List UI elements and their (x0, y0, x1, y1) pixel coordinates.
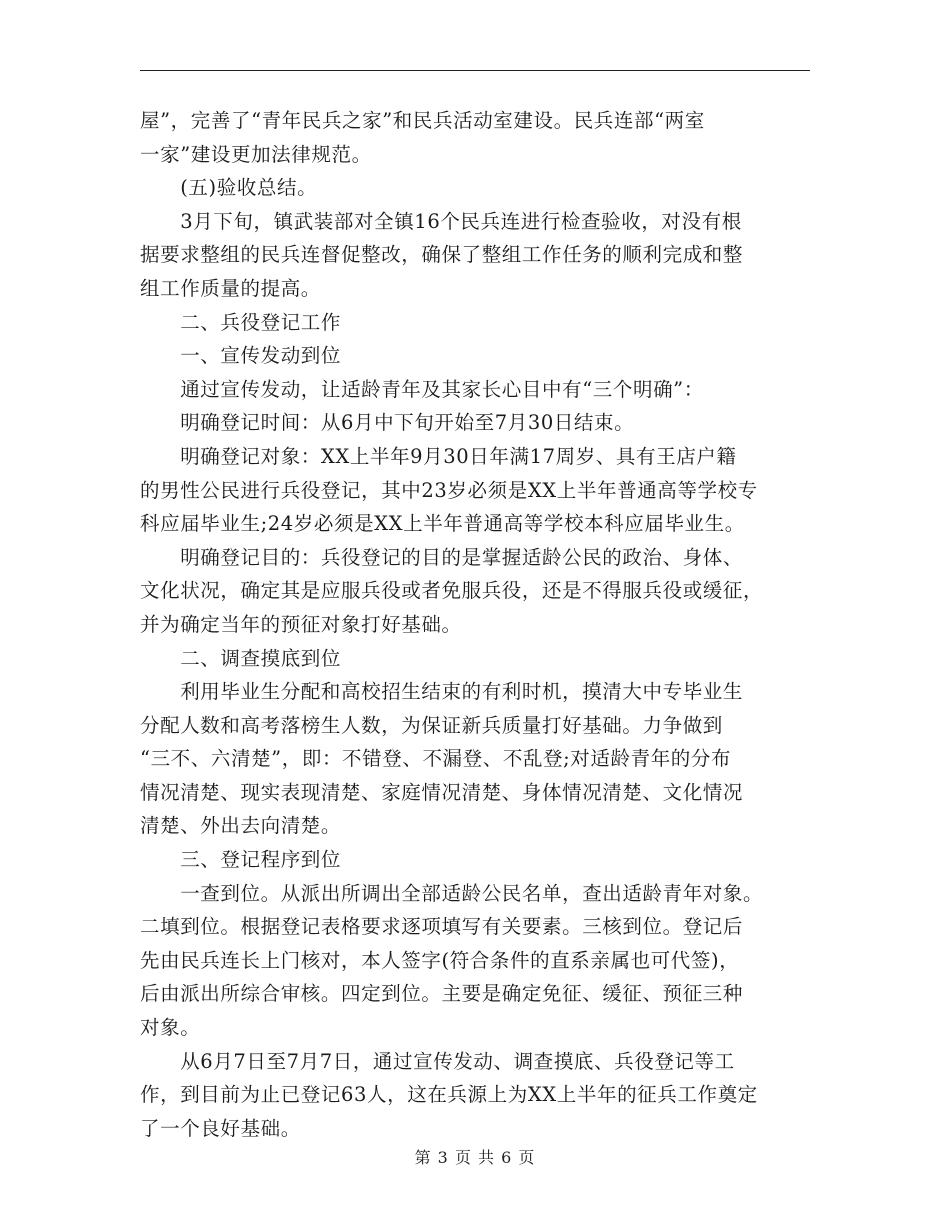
text-line: 二填到位。根据登记表格要求逐项填写有关要素。三核到位。登记后 (140, 915, 744, 939)
text-line: 利用毕业生分配和高校招生结束的有利时机，摸清大中专毕业生 (140, 680, 744, 704)
text-line: 3月下旬，镇武装部对全镇16个民兵连进行检查验收，对没有根 (140, 209, 742, 233)
text-line: 先由民兵连长上门核对，本人签字(符合条件的直系亲属也可代签)， (140, 948, 740, 972)
text-line: 清楚、外出去向清楚。 (140, 814, 342, 838)
text-line: 了一个良好基础。 (140, 1116, 301, 1140)
text-line: 后由派出所综合审核。四定到位。主要是确定免征、缓征、预征三种 (140, 982, 744, 1006)
text-line: 组工作质量的提高。 (140, 276, 321, 300)
text-line: 屋”，完善了“青年民兵之家”和民兵活动室建设。民兵连部“两室 (140, 109, 705, 132)
text-line: 明确登记时间：从6月中下旬开始至7月30日结束。 (140, 411, 635, 435)
text-line: 据要求整组的民兵连督促整改，确保了整组工作任务的顺利完成和整 (140, 243, 744, 267)
text-line: 明确登记目的：兵役登记的目的是掌握适龄公民的政治、身体、 (140, 545, 744, 569)
text-line: 一查到位。从派出所调出全部适龄公民名单，查出适龄青年对象。 (140, 881, 764, 905)
text-line: 作，到目前为止已登记63人，这在兵源上为XX上半年的征兵工作奠定 (140, 1083, 758, 1107)
text-line: 明确登记对象：XX上半年9月30日年满17周岁、具有王店户籍 (140, 444, 737, 468)
text-line: 情况清楚、现实表现清楚、家庭情况清楚、身体情况清楚、文化情况 (140, 780, 744, 804)
text-line: 并为确定当年的预征对象打好基础。 (140, 612, 462, 636)
text-line: 对象。 (140, 1016, 201, 1040)
section-heading: 二、调查摸底到位 (140, 646, 342, 670)
text-line: 分配人数和高考落榜生人数，为保证新兵质量打好基础。力争做到 (140, 713, 723, 737)
text-line: 通过宣传发动，让适龄青年及其家长心目中有“三个明确”： (140, 377, 704, 401)
text-line: “三不、六清楚”，即：不错登、不漏登、不乱登;对适龄青年的分布 (140, 747, 732, 771)
text-line: 的男性公民进行兵役登记，其中23岁必须是XX上半年普通高等学校专 (140, 478, 758, 502)
header-rule (140, 70, 810, 71)
section-heading: 三、登记程序到位 (140, 848, 342, 872)
page-indicator: 第 3 页 共 6 页 (414, 1148, 536, 1167)
text-line: 科应届毕业生;24岁必须是XX上半年普通高等学校本科应届毕业生。 (140, 512, 745, 536)
section-heading: 二、兵役登记工作 (140, 310, 342, 334)
section-heading: (五)验收总结。 (140, 176, 318, 200)
section-heading: 一、宣传发动到位 (140, 344, 342, 368)
body-text (140, 104, 810, 1145)
text-line: 文化状况，确定其是应服兵役或者免服兵役，还是不得服兵役或缓征， (140, 579, 764, 603)
text-line: 一家”建设更加法律规范。 (140, 142, 372, 166)
text-line: 从6月7日至7月7日，通过宣传发动、调查摸底、兵役登记等工 (140, 1049, 735, 1073)
